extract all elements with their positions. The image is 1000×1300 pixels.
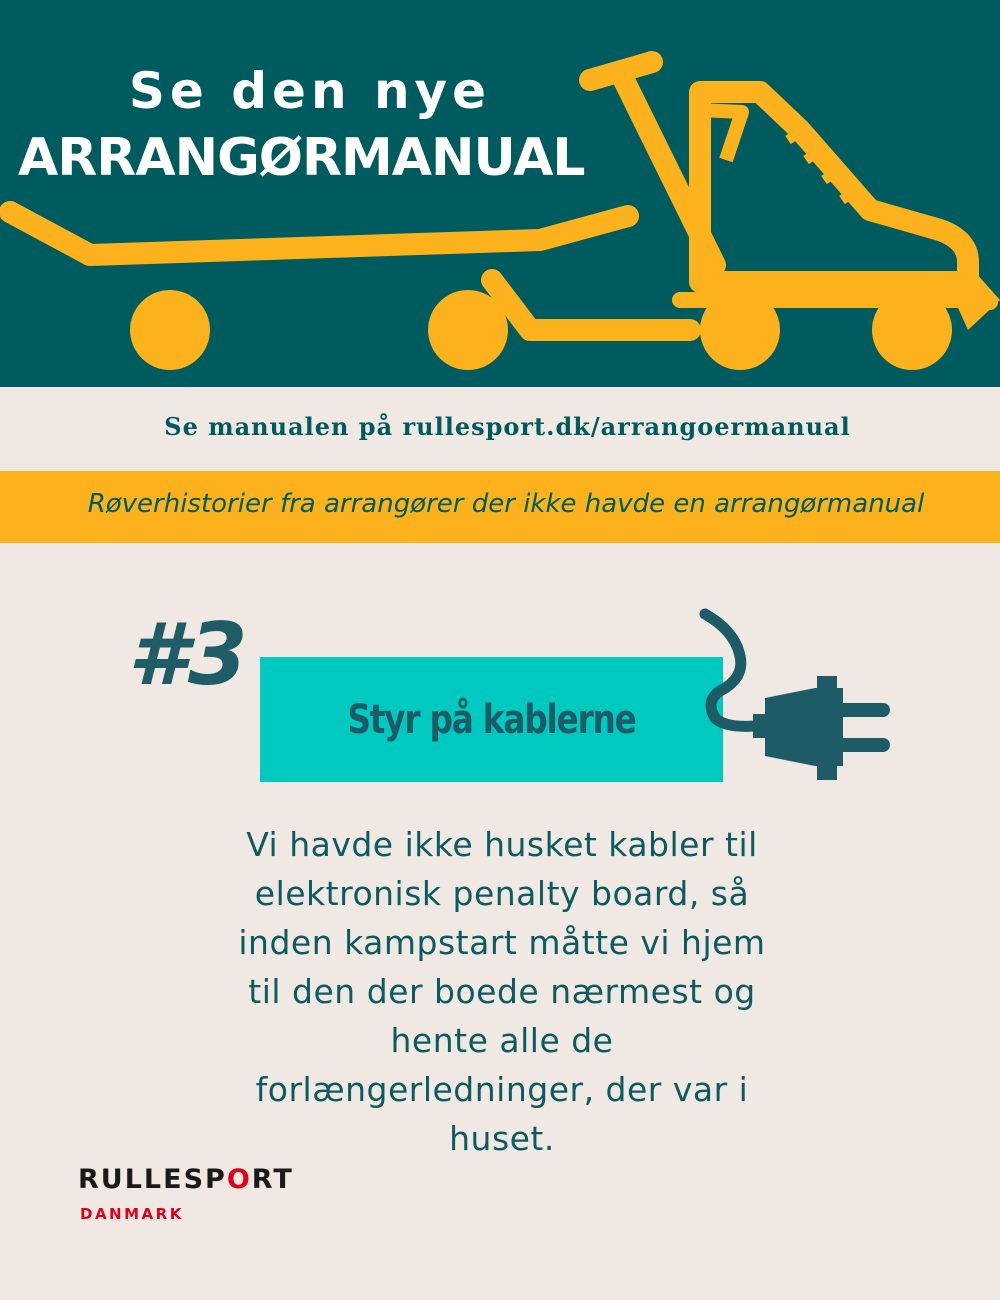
story-body: Vi havde ikke husket kabler til elektronisk penalty board, så inden kampstart måtte vi hjem til den der boede nærmest og hente alle de forlængerledninger, der var i huset. [238,825,766,1158]
story-title-box [260,657,723,782]
manual-link[interactable]: Se manualen på rullesport.dk/arrangoermanual [164,412,851,441]
subtitle-text: Røverhistorier fra arrangører der ikke havde en arrangørmanual [87,489,925,519]
skateboard-icon [10,212,628,370]
headline-intro: Se den nye [128,62,492,120]
hero-banner [0,0,1000,387]
logo-word-pre: RULLESP [78,1164,227,1195]
logo-wordmark [78,1166,294,1193]
electric-plug-icon [695,606,895,796]
logo-subtitle: DANMARK [80,1205,184,1223]
story-title: Styr på kablerne [347,696,636,743]
story-number: #3 [128,605,248,705]
logo-word-o: O [226,1164,252,1195]
sports-illustration [0,0,1000,387]
roller-skate-icon [680,92,1000,370]
logo-word-post: RT [251,1164,294,1195]
headline-title: ARRANGØRMANUAL [18,128,585,188]
